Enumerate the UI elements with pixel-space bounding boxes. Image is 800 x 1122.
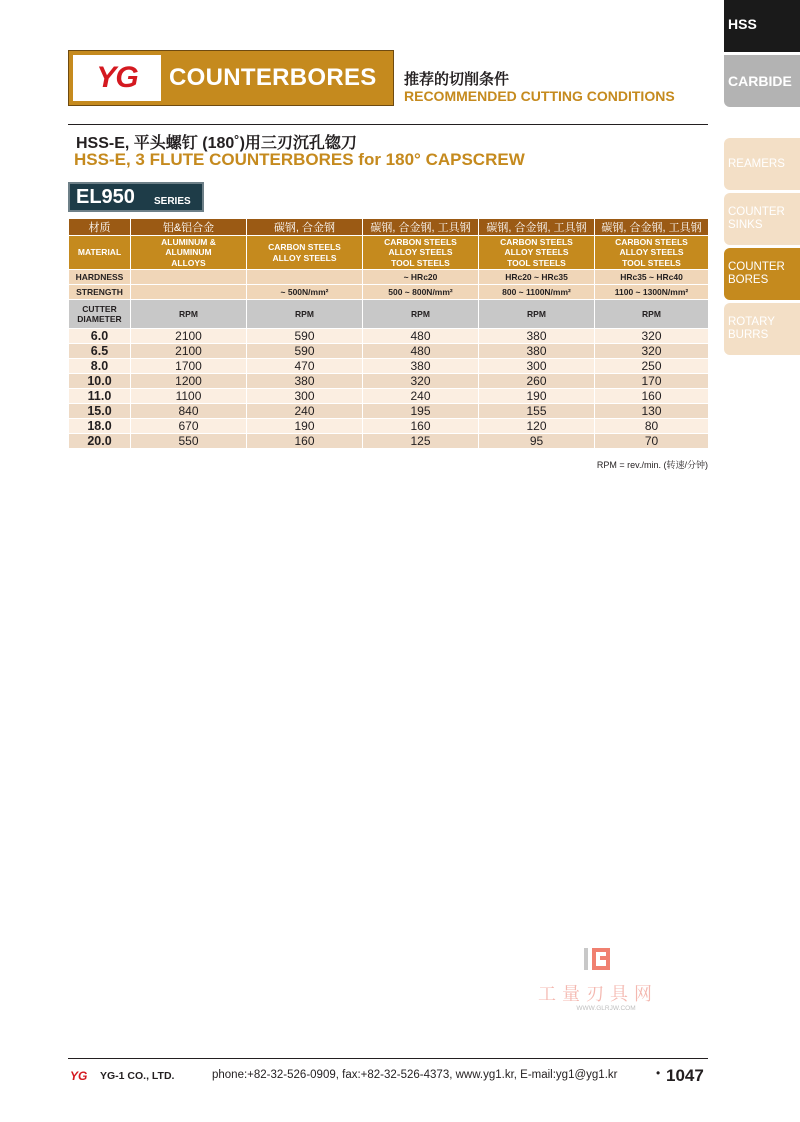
tab-counter-sinks[interactable] — [724, 193, 800, 245]
subtitle-en: RECOMMENDED CUTTING CONDITIONS — [404, 88, 675, 104]
hardness-row-cell — [247, 270, 363, 285]
product-title-cn: HSS-E, 平头螺钉 (180˚)用三刃沉孔锪刀 — [76, 135, 357, 152]
rpm-value-cell: 1700 — [131, 359, 247, 374]
tab-counter-bores-label-1: COUNTER — [728, 261, 785, 273]
material-row-text: ALUMINUM & — [161, 236, 216, 247]
tab-carbide-label: CARBIDE — [728, 73, 792, 89]
rpm-value-cell: 195 — [363, 404, 479, 419]
tab-reamers-label: REAMERS — [728, 157, 785, 170]
material-row-text: ALUMINUM — [165, 247, 212, 258]
rpm-value-cell: 550 — [131, 434, 247, 449]
rpm-value-cell: 470 — [247, 359, 363, 374]
rpm-header-row-text: CUTTER — [82, 304, 117, 314]
material-row-cell — [363, 236, 479, 270]
rpm-value-cell: 2100 — [131, 329, 247, 344]
rpm-value-cell: 250 — [595, 359, 709, 374]
subtitle-cn: 推荐的切削条件 — [404, 71, 510, 88]
rpm-value-cell: 380 — [247, 374, 363, 389]
tab-counter-sinks-label-1: COUNTER — [728, 206, 785, 218]
table-row — [69, 359, 709, 374]
page-number: 1047 — [666, 1066, 704, 1085]
material-cn-row-cell: 碳钢, 合金钢, 工具钢 — [479, 219, 595, 236]
rpm-value-cell: 320 — [595, 344, 709, 359]
cutter-diameter-cell: 15.0 — [69, 404, 131, 419]
table-row — [69, 434, 709, 449]
tab-hss-label: HSS — [728, 16, 757, 32]
rpm-value-cell: 480 — [363, 329, 479, 344]
header-divider — [68, 124, 708, 125]
rpm-header-row-text: RPM — [295, 309, 314, 319]
tab-reamers[interactable] — [724, 138, 800, 190]
rpm-value-cell: 70 — [595, 434, 709, 449]
rpm-value-cell: 125 — [363, 434, 479, 449]
footer-bullet: • — [656, 1066, 661, 1080]
page-title: COUNTERBORES — [169, 64, 377, 91]
rpm-note: RPM = rev./min. (转速/分钟) — [596, 460, 708, 470]
rpm-value-cell: 320 — [595, 329, 709, 344]
strength-row — [69, 285, 709, 300]
table-row — [69, 389, 709, 404]
rpm-value-cell: 240 — [363, 389, 479, 404]
material-row-text: ALLOY STEELS — [388, 247, 453, 258]
rpm-value-cell: 120 — [479, 419, 595, 434]
tab-counter-bores-label-2: BORES — [728, 274, 769, 286]
rpm-value-cell: 80 — [595, 419, 709, 434]
material-row — [69, 236, 709, 270]
rpm-value-cell: 170 — [595, 374, 709, 389]
hardness-row-cell: HARDNESS — [69, 270, 131, 285]
rpm-header-row-text: RPM — [179, 309, 198, 319]
rpm-value-cell: 190 — [479, 389, 595, 404]
series-tag: SERIES — [154, 196, 191, 207]
hardness-row-cell: ~ HRc20 — [363, 270, 479, 285]
material-row-text: ALLOYS — [171, 257, 206, 268]
material-row-text: CARBON STEELS — [384, 236, 457, 247]
cutter-diameter-cell: 20.0 — [69, 434, 131, 449]
rpm-value-cell: 1200 — [131, 374, 247, 389]
rpm-value-cell: 260 — [479, 374, 595, 389]
cutter-diameter-cell: 8.0 — [69, 359, 131, 374]
material-row-text: TOOL STEELS — [391, 257, 450, 268]
rpm-header-row-text: RPM — [411, 309, 430, 319]
footer-logo: YG — [70, 1069, 88, 1083]
material-row-text: CARBON STEELS — [500, 236, 573, 247]
rpm-value-cell: 155 — [479, 404, 595, 419]
cutter-diameter-cell: 6.0 — [69, 329, 131, 344]
rpm-value-cell: 240 — [247, 404, 363, 419]
material-cn-row — [69, 219, 709, 236]
rpm-header-row-cell — [131, 300, 247, 329]
material-row-cell — [247, 236, 363, 270]
tab-counter-bores[interactable] — [724, 248, 800, 300]
rpm-header-row-cell — [595, 300, 709, 329]
material-cn-row-cell: 碳钢, 合金钢, 工具钢 — [595, 219, 709, 236]
rpm-header-row-text: DIAMETER — [77, 314, 122, 324]
hardness-row-cell: HRc20 ~ HRc35 — [479, 270, 595, 285]
tab-rotary-burrs-label-2: BURRS — [728, 329, 769, 341]
tab-rotary-burrs-label-1: ROTARY — [728, 316, 775, 328]
material-cn-row-cell: 碳钢, 合金钢, 工具钢 — [363, 219, 479, 236]
rpm-header-row-cell — [69, 300, 131, 329]
rpm-value-cell: 160 — [363, 419, 479, 434]
rpm-value-cell: 480 — [363, 344, 479, 359]
header-banner — [68, 50, 394, 106]
rpm-value-cell: 380 — [363, 359, 479, 374]
strength-row-cell: 1100 ~ 1300N/mm² — [595, 285, 709, 300]
material-row-cell — [69, 236, 131, 270]
series-name: EL950 — [76, 186, 135, 208]
cutter-diameter-cell: 18.0 — [69, 419, 131, 434]
table-row — [69, 419, 709, 434]
rpm-value-cell: 160 — [247, 434, 363, 449]
rpm-value-cell: 300 — [247, 389, 363, 404]
cutter-diameter-cell: 11.0 — [69, 389, 131, 404]
cutter-diameter-cell: 10.0 — [69, 374, 131, 389]
material-row-text: ALLOY STEELS — [504, 247, 569, 258]
yg-logo-text: YG — [96, 61, 138, 94]
rpm-value-cell: 590 — [247, 344, 363, 359]
hardness-row-cell: HRc35 ~ HRc40 — [595, 270, 709, 285]
footer-contact: phone:+82-32-526-0909, fax:+82-32-526-4373, www.yg1.kr, E-mail:yg1@yg1.kr — [212, 1069, 618, 1081]
rpm-value-cell: 160 — [595, 389, 709, 404]
material-row-text: ALLOY STEELS — [619, 247, 684, 258]
rpm-value-cell: 670 — [131, 419, 247, 434]
rpm-value-cell: 300 — [479, 359, 595, 374]
yg-logo — [73, 55, 161, 101]
watermark-text: 工量刃具网 — [538, 984, 658, 1005]
material-row-text: ALLOY STEELS — [272, 252, 337, 263]
rpm-value-cell: 380 — [479, 344, 595, 359]
rpm-value-cell: 1100 — [131, 389, 247, 404]
rpm-header-row-text: RPM — [642, 309, 661, 319]
watermark-url: WWW.GLRJW.COM — [576, 1005, 636, 1012]
footer-divider — [68, 1058, 708, 1059]
material-cn-row-cell: 铝&铝合金 — [131, 219, 247, 236]
rpm-header-row-text: RPM — [527, 309, 546, 319]
rpm-header-row-cell — [363, 300, 479, 329]
strength-row-cell: ~ 500N/mm² — [247, 285, 363, 300]
rpm-value-cell: 2100 — [131, 344, 247, 359]
rpm-value-cell: 590 — [247, 329, 363, 344]
material-row-cell — [479, 236, 595, 270]
strength-row-cell — [131, 285, 247, 300]
tab-counter-sinks-label-2: SINKS — [728, 219, 763, 231]
material-row-cell — [131, 236, 247, 270]
product-title-en: HSS-E, 3 FLUTE COUNTERBORES for 180° CAPSCREW — [74, 150, 525, 169]
hardness-row — [69, 270, 709, 285]
tab-carbide[interactable] — [724, 55, 800, 107]
footer-company: YG-1 CO., LTD. — [100, 1070, 175, 1082]
cutter-diameter-cell: 6.5 — [69, 344, 131, 359]
strength-row-cell: 800 ~ 1100N/mm² — [479, 285, 595, 300]
table-row — [69, 404, 709, 419]
rpm-value-cell: 190 — [247, 419, 363, 434]
rpm-value-cell: 320 — [363, 374, 479, 389]
material-cn-row-cell: 碳钢, 合金钢 — [247, 219, 363, 236]
material-row-text: TOOL STEELS — [622, 257, 681, 268]
watermark-logo-icon — [584, 946, 612, 972]
material-cn-row-cell: 材质 — [69, 219, 131, 236]
tab-rotary-burrs[interactable] — [724, 303, 800, 355]
material-row-cell — [595, 236, 709, 270]
hardness-row-cell — [131, 270, 247, 285]
rpm-value-cell: 130 — [595, 404, 709, 419]
rpm-header-row-cell — [479, 300, 595, 329]
rpm-value-cell: 95 — [479, 434, 595, 449]
series-badge — [68, 182, 204, 212]
rpm-header-row — [69, 300, 709, 329]
tab-hss[interactable] — [724, 0, 800, 52]
material-row-text: TOOL STEELS — [507, 257, 566, 268]
cutting-conditions-table — [68, 218, 709, 449]
rpm-header-row-cell — [247, 300, 363, 329]
strength-row-cell: 500 ~ 800N/mm² — [363, 285, 479, 300]
rpm-value-cell: 380 — [479, 329, 595, 344]
strength-row-cell: STRENGTH — [69, 285, 131, 300]
material-row-text: MATERIAL — [77, 247, 122, 258]
material-row-text: CARBON STEELS — [615, 236, 688, 247]
table-row — [69, 329, 709, 344]
table-row — [69, 374, 709, 389]
rpm-value-cell: 840 — [131, 404, 247, 419]
table-row — [69, 344, 709, 359]
material-row-text: CARBON STEELS — [268, 242, 341, 252]
